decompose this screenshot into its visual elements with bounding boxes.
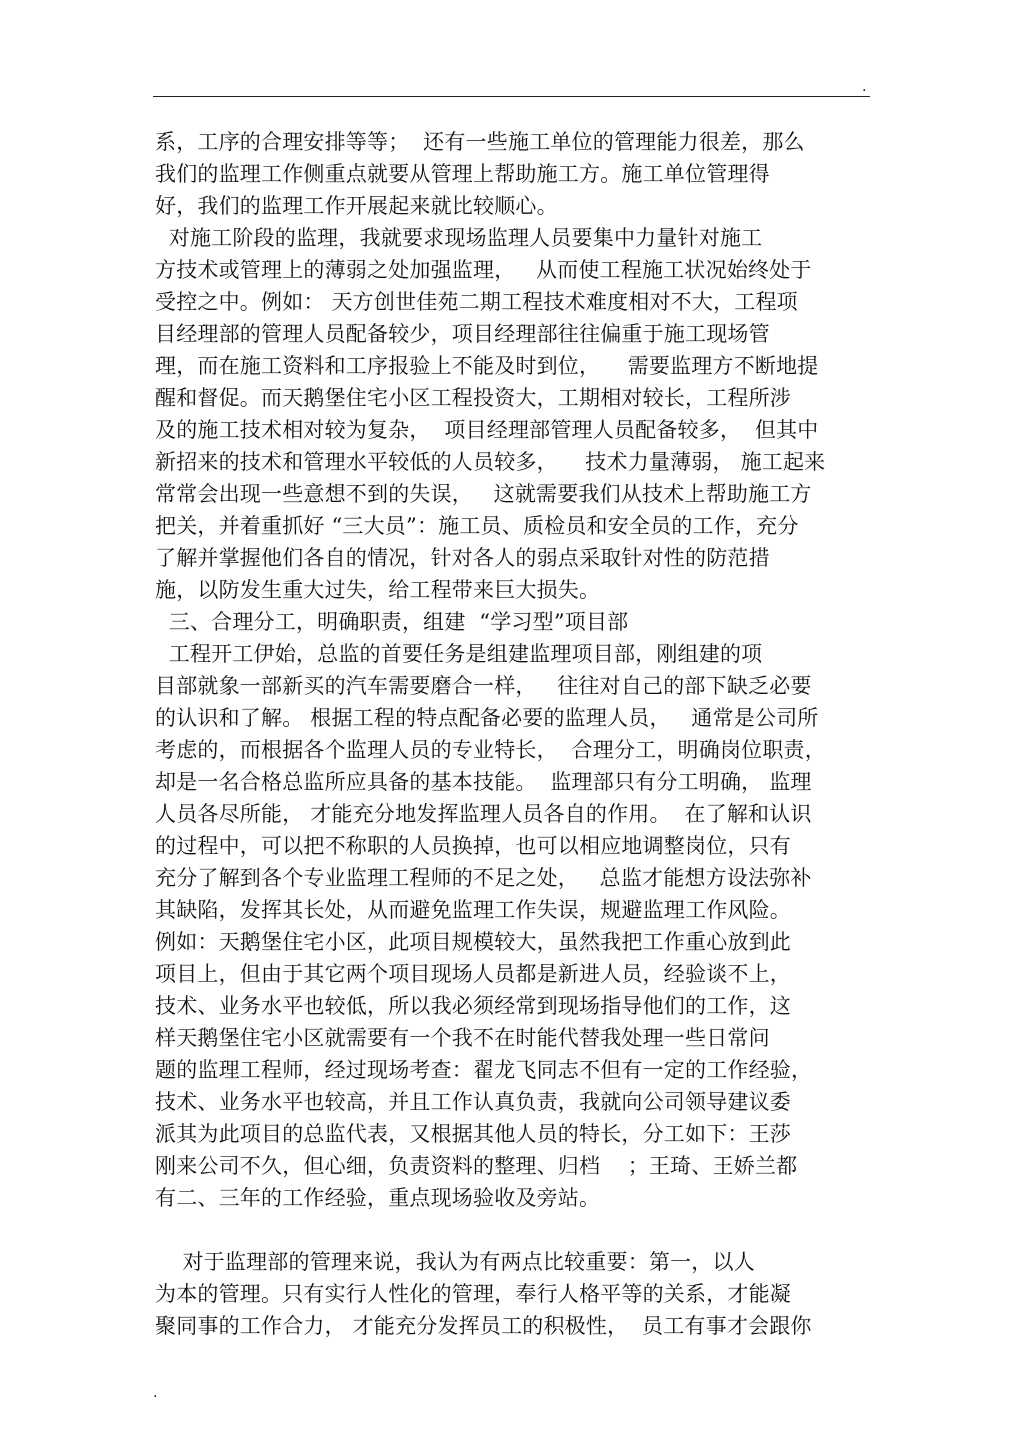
text-line: 有二、三年的工作经验，重点现场验收及旁站。 — [155, 1186, 601, 1210]
text-line: 目部就象一部新买的汽车需要磨合一样， 往往对自己的部下缺乏必要 — [155, 674, 812, 698]
text-line: 常常会出现一些意想不到的失误， 这就需要我们从技术上帮助施工方 — [155, 482, 812, 506]
text-line: 派其为此项目的总监代表，又根据其他人员的特长，分工如下：王莎 — [155, 1122, 791, 1146]
text-line: 样天鹅堡住宅小区就需要有一个我不在时能代替我处理一些日常问 — [155, 1026, 770, 1050]
text-line: 充分了解到各个专业监理工程师的不足之处， 总监才能想方设法弥补 — [155, 866, 812, 890]
top-corner-mark: . — [862, 79, 867, 95]
text-line: 刚来公司不久，但心细，负责资料的整理、归档 ；王琦、王娇兰都 — [155, 1154, 798, 1178]
text-line: 了解并掌握他们各自的情况，针对各人的弱点采取针对性的防范措 — [155, 546, 770, 570]
text-line: 醒和督促。而天鹅堡住宅小区工程投资大，工期相对较长，工程所涉 — [155, 386, 791, 410]
text-line: 我们的监理工作侧重点就要从管理上帮助施工方。施工单位管理得 — [155, 162, 770, 186]
text-line: 施，以防发生重大过失，给工程带来巨大损失。 — [155, 578, 601, 602]
text-line: 好，我们的监理工作开展起来就比较顺心。 — [155, 194, 558, 218]
text-line: 技术、业务水平也较高，并且工作认真负责，我就向公司领导建议委 — [155, 1090, 791, 1114]
text-line: 的认识和了解。 根据工程的特点配备必要的监理人员， 通常是公司所 — [155, 706, 819, 730]
text-line: 受控之中。例如： 天方创世佳苑二期工程技术难度相对不大，工程项 — [155, 290, 798, 314]
text-line: 对施工阶段的监理，我就要求现场监理人员要集中力量针对施工 — [155, 226, 763, 250]
text-line: 考虑的，而根据各个监理人员的专业特长， 合理分工，明确岗位职责， — [155, 738, 826, 762]
text-line: 把关，并着重抓好 “三大员”：施工员、质检员和安全员的工作，充分 — [155, 514, 799, 538]
text-line: 系，工序的合理安排等等； 还有一些施工单位的管理能力很差，那么 — [155, 130, 805, 154]
text-line: 工程开工伊始，总监的首要任务是组建监理项目部，刚组建的项 — [155, 642, 763, 666]
text-line: 的过程中，可以把不称职的人员换掉，也可以相应地调整岗位，只有 — [155, 834, 791, 858]
text-line: 目经理部的管理人员配备较少，项目经理部往往偏重于施工现场管 — [155, 322, 770, 346]
text-line: 人员各尽所能， 才能充分地发挥监理人员各自的作用。 在了解和认识 — [155, 802, 812, 826]
section-heading: 三、合理分工，明确职责，组建 “学习型”项目部 — [155, 610, 629, 634]
text-line: 项目上，但由于其它两个项目现场人员都是新进人员，经验谈不上， — [155, 962, 791, 986]
text-line: 聚同事的工作合力， 才能充分发挥员工的积极性， 员工有事才会跟你 — [155, 1314, 812, 1338]
text-line: 题的监理工程师，经过现场考查：翟龙飞同志不但有一定的工作经验， — [155, 1058, 813, 1082]
text-line: 例如：天鹅堡住宅小区，此项目规模较大，虽然我把工作重心放到此 — [155, 930, 791, 954]
text-line: 为本的管理。只有实行人性化的管理，奉行人格平等的关系，才能凝 — [155, 1282, 791, 1306]
text-line: 及的施工技术相对较为复杂， 项目经理部管理人员配备较多， 但其中 — [155, 418, 819, 442]
text-line: 对于监理部的管理来说，我认为有两点比较重要：第一，以人 — [155, 1250, 755, 1274]
text-line: 技术、业务水平也较低，所以我必须经常到现场指导他们的工作，这 — [155, 994, 791, 1018]
text-line: 理，而在施工资料和工序报验上不能及时到位， 需要监理方不断地提 — [155, 354, 819, 378]
bottom-corner-mark: . — [153, 1385, 158, 1401]
text-line: 方技术或管理上的薄弱之处加强监理， 从而使工程施工状况始终处于 — [155, 258, 812, 282]
text-line: 却是一名合格总监所应具备的基本技能。 监理部只有分工明确， 监理 — [155, 770, 812, 794]
text-line: 其缺陷，发挥其长处，从而避免监理工作失误，规避监理工作风险。 — [155, 898, 791, 922]
text-line: 新招来的技术和管理水平较低的人员较多， 技术力量薄弱， 施工起来 — [155, 450, 826, 474]
